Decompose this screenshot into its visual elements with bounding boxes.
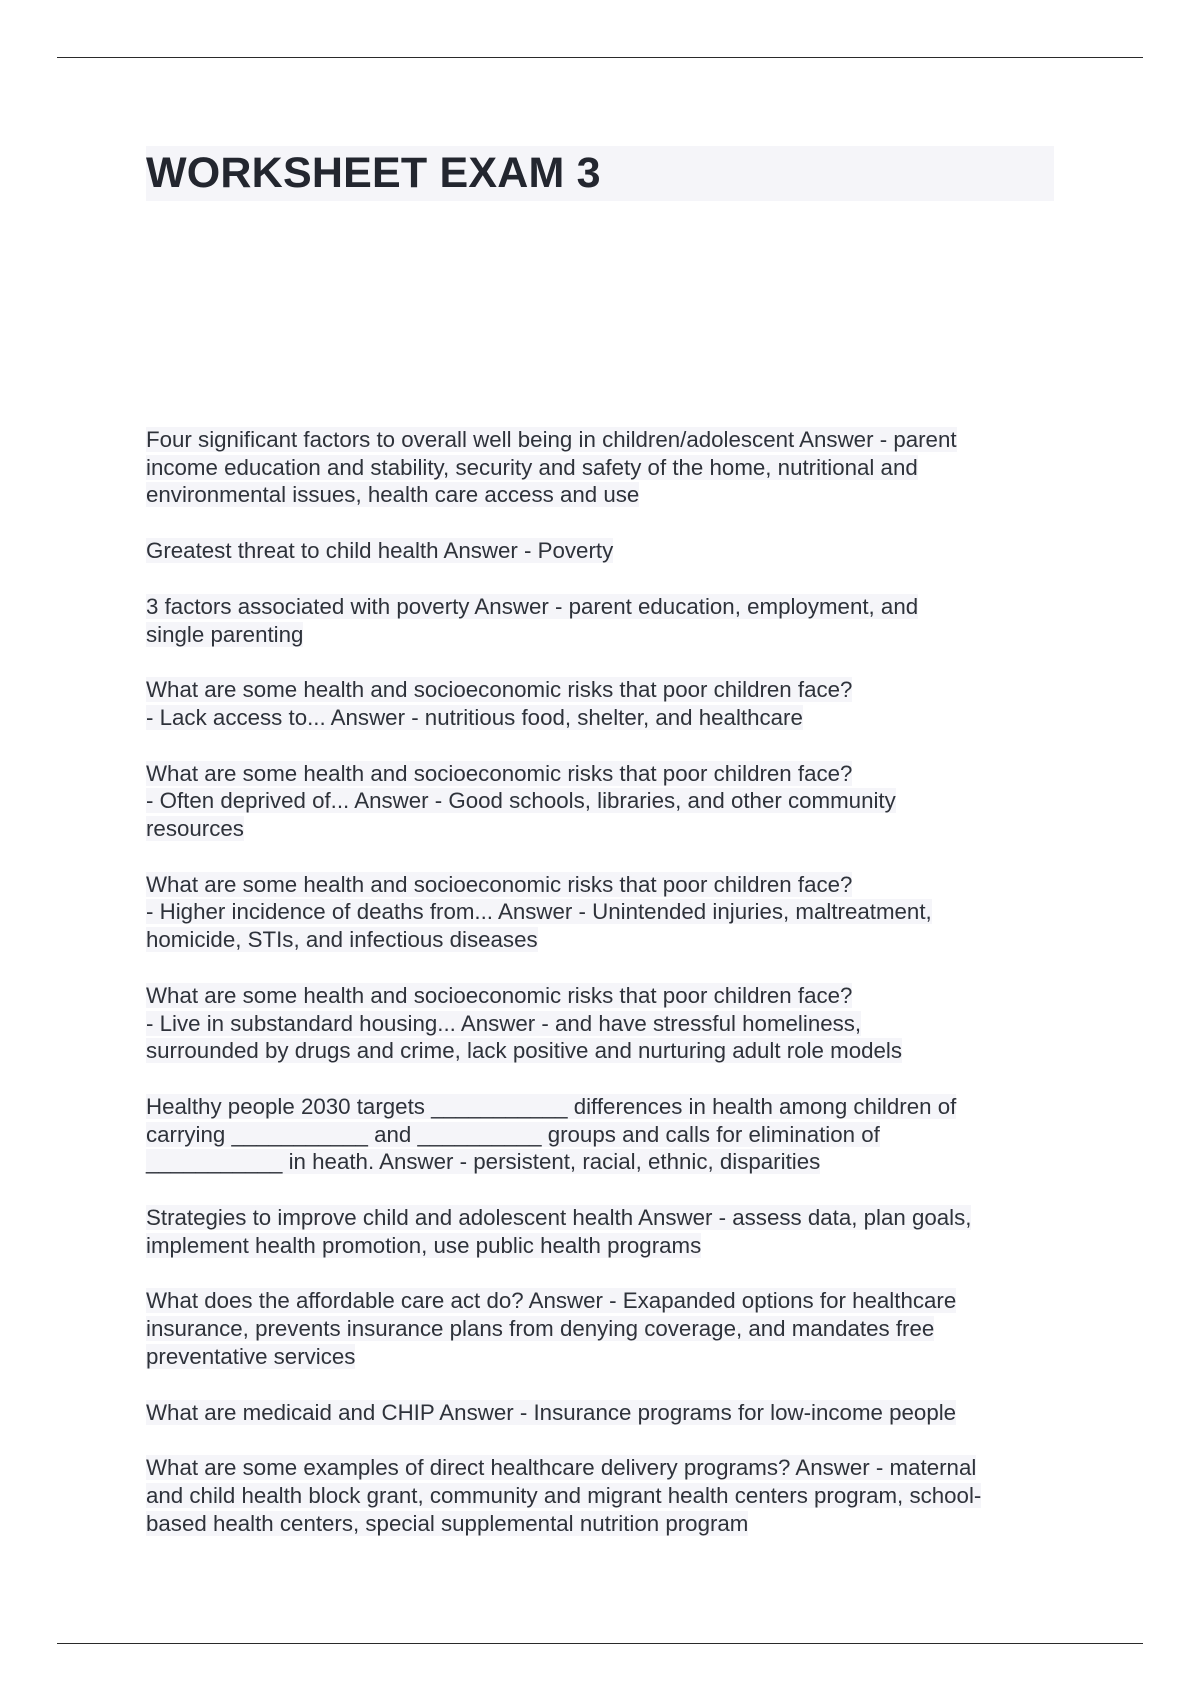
qa-line	[146, 871, 1058, 899]
qa-line	[146, 704, 1058, 732]
qa-line	[146, 1148, 1058, 1176]
qa-line-text: What are some examples of direct healthcare delivery programs? Answer - maternal	[146, 1455, 977, 1481]
qa-line-text: resources	[146, 816, 244, 842]
qa-item	[146, 676, 1058, 731]
qa-line-text: - Higher incidence of deaths from... Answer - Unintended injuries, maltreatment,	[146, 899, 932, 925]
qa-item	[146, 593, 1058, 648]
title-block	[146, 146, 1054, 201]
qa-line-text: homicide, STIs, and infectious diseases	[146, 927, 538, 953]
qa-line-text: Strategies to improve child and adolescent health Answer - assess data, plan goals,	[146, 1205, 972, 1231]
qa-item	[146, 1399, 1058, 1427]
qa-line-text: surrounded by drugs and crime, lack positive and nurturing adult role models	[146, 1038, 903, 1064]
qa-line-text: single parenting	[146, 621, 304, 647]
qa-line	[146, 426, 1058, 454]
qa-line	[146, 1093, 1058, 1121]
qa-line	[146, 1315, 1058, 1343]
qa-item	[146, 871, 1058, 954]
qa-line-text: What are medicaid and CHIP Answer - Insurance programs for low-income people	[146, 1399, 957, 1425]
qa-item	[146, 760, 1058, 843]
qa-line	[146, 481, 1058, 509]
qa-line	[146, 787, 1058, 815]
qa-line	[146, 1510, 1058, 1538]
qa-line-text: carrying ___________ and __________ groups and calls for elimination of	[146, 1121, 880, 1147]
qa-line-text: Four significant factors to overall well being in children/adolescent Answer - parent	[146, 427, 957, 452]
qa-item	[146, 1454, 1058, 1537]
qa-line-text: environmental issues, health care access and use	[146, 482, 640, 508]
qa-line	[146, 593, 1058, 621]
qa-line	[146, 982, 1058, 1010]
qa-list	[146, 426, 1058, 1565]
qa-line	[146, 621, 1058, 649]
qa-line-text: Greatest threat to child health Answer - Poverty	[146, 538, 614, 564]
qa-line	[146, 1121, 1058, 1149]
bottom-rule	[57, 1643, 1143, 1644]
qa-line	[146, 1037, 1058, 1065]
qa-line-text: What are some health and socioeconomic risks that poor children face?	[146, 760, 853, 786]
qa-line-text: income education and stability, security and safety of the home, nutritional and	[146, 454, 918, 480]
qa-line	[146, 1454, 1058, 1482]
qa-item	[146, 1287, 1058, 1370]
qa-line	[146, 1343, 1058, 1371]
qa-line-text: insurance, prevents insurance plans from denying coverage, and mandates free	[146, 1316, 935, 1342]
qa-line	[146, 1010, 1058, 1038]
qa-line	[146, 676, 1058, 704]
qa-line-text: Healthy people 2030 targets ___________ differences in health among children of	[146, 1093, 957, 1119]
qa-line-text: - Lack access to... Answer - nutritious food, shelter, and healthcare	[146, 704, 803, 730]
qa-line	[146, 760, 1058, 788]
qa-line-text: implement health promotion, use public health programs	[146, 1232, 702, 1258]
qa-line-text: based health centers, special supplemental nutrition program	[146, 1510, 749, 1536]
qa-line	[146, 454, 1058, 482]
qa-line-text: 3 factors associated with poverty Answer - parent education, employment, and	[146, 593, 919, 619]
qa-line-text: ___________ in heath. Answer - persistent, racial, ethnic, disparities	[146, 1149, 821, 1175]
qa-line-text: What are some health and socioeconomic risks that poor children face?	[146, 871, 853, 897]
qa-line	[146, 1232, 1058, 1260]
qa-line-text: and child health block grant, community and migrant health centers program, school-	[146, 1482, 982, 1508]
qa-line-text: What are some health and socioeconomic risks that poor children face?	[146, 677, 853, 703]
qa-line-text: What does the affordable care act do? Answer - Exapanded options for healthcare	[146, 1288, 957, 1314]
qa-line	[146, 1204, 1058, 1232]
qa-item	[146, 982, 1058, 1065]
qa-line-text: What are some health and socioeconomic risks that poor children face?	[146, 982, 853, 1008]
qa-item	[146, 1204, 1058, 1259]
qa-line	[146, 898, 1058, 926]
page-title: WORKSHEET EXAM 3	[146, 149, 601, 197]
qa-line	[146, 1482, 1058, 1510]
qa-line-text: preventative services	[146, 1343, 356, 1369]
qa-line	[146, 926, 1058, 954]
qa-line	[146, 815, 1058, 843]
qa-item	[146, 1093, 1058, 1176]
qa-line	[146, 537, 1058, 565]
top-rule	[57, 57, 1143, 58]
qa-line	[146, 1399, 1058, 1427]
qa-item	[146, 426, 1058, 509]
qa-line-text: - Often deprived of... Answer - Good schools, libraries, and other community	[146, 788, 896, 814]
qa-item	[146, 537, 1058, 565]
qa-line-text: - Live in substandard housing... Answer - and have stressful homeliness,	[146, 1010, 862, 1036]
qa-line	[146, 1287, 1058, 1315]
